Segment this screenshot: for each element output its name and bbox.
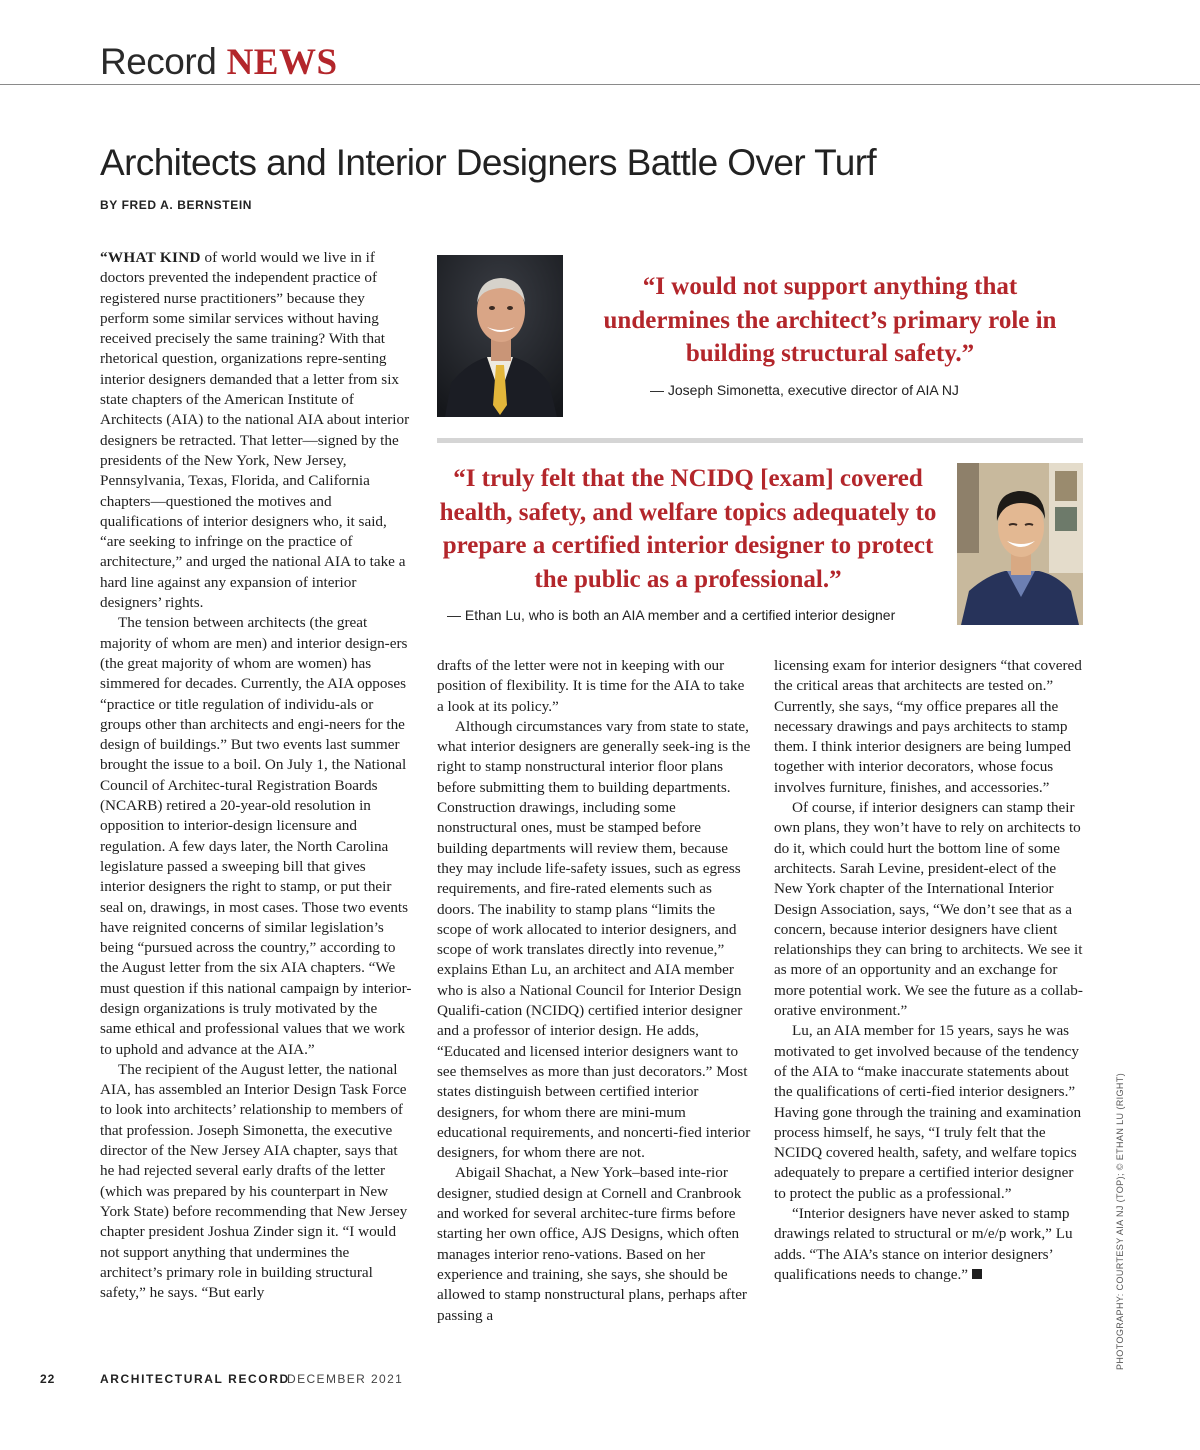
header-rule [0, 84, 1200, 85]
article-byline: BY FRED A. BERNSTEIN [100, 198, 253, 212]
paragraph-text: “Interior designers have never asked to stamp drawings related to structural or m/e/p work,” Lu adds. “The AIA’s stance on interior designers’ qualifications needs to change.” [774, 1205, 1073, 1283]
article-column-1 [100, 248, 412, 1303]
paragraph: Although circumstances vary from state to state, what interior designers are generally seek-ing is the right to stamp nonstructural interior floor plans before submitting them to building departments. Construction drawings, including some nonstructural ones, must be stamped before building departments will review them, because they may include life-safety issues, such as egress requirements, and fire-rated elements such as doors. The inability to stamp plans “limits the scope of work allocated to interior designers, and scope of work translates directly into revenue,” explains Ethan Lu, an architect and AIA member who is also a National Council for Interior Design Qualifi-cation (NCIDQ) certified interior designer and a professor of interior design. He adds, “Educated and licensed interior designers want to see themselves as more than just decorators.” Most states distinguish between certified interior designers, for whom there are mini-mum educational requirements, and noncerti-fied interior designers, for whom there are not. [437, 717, 751, 1162]
simonetta-portrait-photo [437, 255, 563, 417]
pull-quote-divider [437, 438, 1083, 443]
pull-quote-1: “I would not support anything that undermines the architect’s primary role in building structural safety.” [603, 273, 1057, 367]
masthead-record: Record [100, 41, 217, 82]
article-headline: Architects and Interior Designers Battle Over Turf [100, 142, 877, 183]
paragraph: Lu, an AIA member for 15 years, says he was motivated to get involved because of the tendency of the AIA to “make inaccurate statements about the qualifications of certi-fied interior designers.” Having gone through the training and examination process himself, he says, “I truly felt that the NCIDQ covered health, safety, and welfare topics adequately to prepare a certified interior designer to protect the public as a professional.” [774, 1022, 1082, 1202]
paragraph: The tension between architects (the great majority of whom are men) and interior design-ers (the great majority of whom are women) has simmered for decades. Currently, the AIA opposes “practice or title regulation of individu-als or groups other than architects and engi-neers for the design of buildings.” But two events last summer brought the issue to a boil. On July 1, the National Council of Architec-tural Registration Boards (NCARB) retired a 20-year-old resolution in opposition to interior-design licensure and regulation. A few days later, the North Carolina legislature passed a sweeping bill that gives interior designers the right to stamp, or put their seal on, drawings, in most cases. Those two events have reignited concerns of similar legislation’s being “pursued across the country,” according to the August letter from the six AIA chapters. “We must question if this national campaign by interior-design organizations is truly motivated by the same ethical and professional values that we work to uphold and advance at the AIA.” [100, 614, 412, 1058]
issue-date: DECEMBER 2021 [287, 1372, 404, 1386]
pull-quote-2: “I truly felt that the NCIDQ [exam] covered health, safety, and welfare topics adequately to prepare a certified interior designer to protect the public as a professional.” [439, 465, 937, 593]
paragraph [100, 248, 412, 613]
photo-credit: PHOTOGRAPHY: COURTESY AIA NJ (TOP); © ETHAN LU (RIGHT) [1115, 1072, 1125, 1370]
page-number: 22 [40, 1372, 56, 1386]
pull-quote-1-attribution: — Joseph Simonetta, executive director of AIA NJ [650, 382, 959, 398]
paragraph-text: of world would we live in if doctors prevented the independent practice of registered nurse practitioners” because they perform some similar services without having received precisely the same training? With that rhetorical question, organizations repre-senting interior designers demanded that a letter from six state chapters of the American Institute of Architects (AIA) to the national AIA about interior designers be retracted. That letter—signed by the presidents of the New York, New Jersey, Pennsylvania, Texas, Florida, and California chapters—questioned the motives and qualifications of interior designers who, it said, “are seeking to infringe on the practice of architecture,” and urged the national AIA to take a hard line against any expansion of interior designers’ rights. [100, 249, 410, 612]
paragraph: Abigail Shachat, a New York–based inte-rior designer, studied design at Cornell and Cranbrook and worked for several architec-ture firms before starting her own office, AJS Designs, which often manages interior reno-vations. Based on her experience and training, she says, she should be allowed to stamp nonstructural plans, perhaps after passing a [437, 1164, 747, 1324]
paragraph [774, 1204, 1088, 1285]
article-column-3 [774, 656, 1088, 1285]
paragraph: drafts of the letter were not in keeping with our position of flexibility. It is time for the AIA to take a look at its policy.” [437, 657, 745, 715]
lead-in: “WHAT KIND [100, 249, 201, 266]
paragraph: The recipient of the August letter, the national AIA, has assembled an Interior Design Task Force to look into architects’ relationship to members of that profession. Joseph Simonetta, the executive director of the New Jersey AIA chapter, says that he had rejected several early drafts of the letter (which was prepared by his counterpart in New York State) before recommending that New Jersey chapter president Joshua Zinder sign it. “I would not support anything that undermines the architect’s primary role in building structural safety,” he says. “But early [100, 1060, 408, 1302]
paragraph: licensing exam for interior designers “that covered the critical areas that architects are tested on.” Currently, she says, “my office prepares all the necessary drawings and pays architects to stamp them. I think interior designers are being lumped together with interior decorators, whose focus involves furniture, finishes, and accessories.” [774, 657, 1082, 796]
publication-name: ARCHITECTURAL RECORD [100, 1372, 290, 1386]
end-mark-icon [972, 1269, 982, 1279]
pull-quote-2-attribution: — Ethan Lu, who is both an AIA member and a certified interior designer [447, 607, 896, 623]
section-masthead [100, 40, 338, 85]
ethan-lu-portrait-photo [957, 463, 1083, 625]
article-column-2 [437, 656, 751, 1326]
masthead-news: NEWS [226, 42, 338, 83]
paragraph: Of course, if interior designers can stamp their own plans, they won’t have to rely on architects to do it, which could hurt the bottom line of some architects. Sarah Levine, president-elect of the New York chapter of the International Interior Design Association, says, “We don’t see that as a concern, because interior designers have client relationships they can bring to architects. We see it as more of an opportunity and an exchange for more potential work. We see the future as a collab-orative environment.” [774, 799, 1083, 1020]
